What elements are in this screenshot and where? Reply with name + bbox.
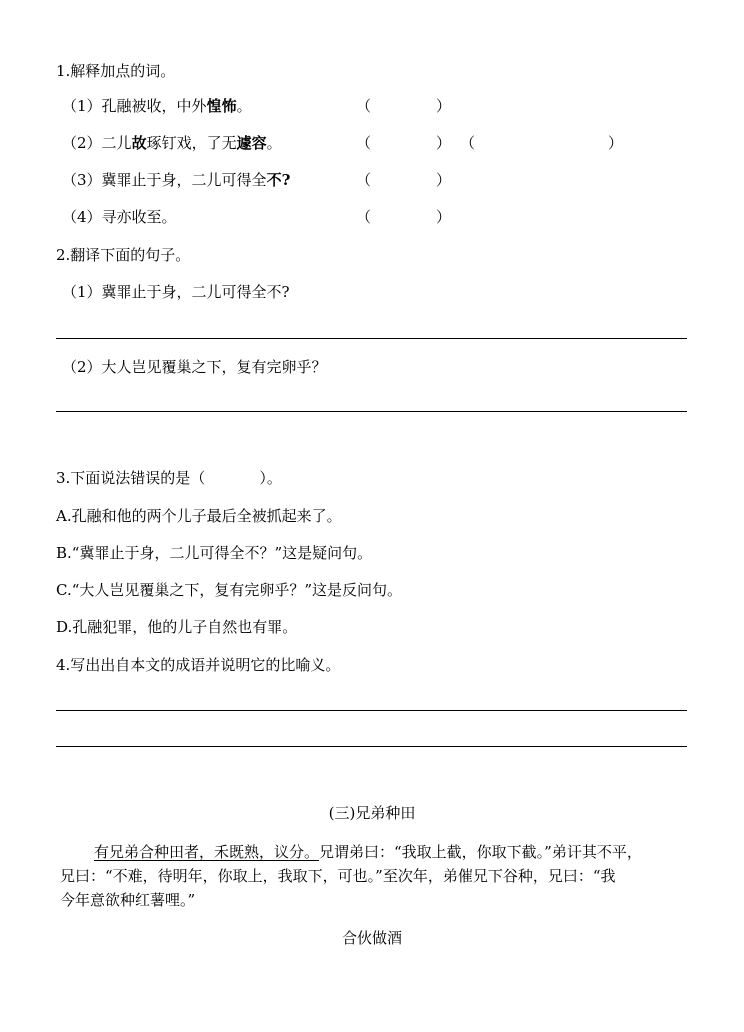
next-heading: 合伙做酒 xyxy=(341,929,402,947)
story-paragraph xyxy=(60,840,690,912)
paren-close: ） xyxy=(608,134,624,152)
q1-title: 1.解释加点的词。 xyxy=(56,62,176,80)
q1-item-3 xyxy=(62,170,290,190)
q2-title: 2.翻译下面的句子。 xyxy=(56,246,191,264)
paren-close: ） xyxy=(436,97,452,115)
paren-open: （ xyxy=(356,97,372,115)
item-number: （2） xyxy=(62,134,102,152)
underlined-sentence: 有兄弟合种田者，禾既熟，议分。 xyxy=(94,843,320,861)
dotted-word: 故 xyxy=(131,134,147,152)
q3-option-b: B.“冀罪止于身，二儿可得全不？”这是疑问句。 xyxy=(56,544,373,562)
story-line-1 xyxy=(60,840,690,864)
q2-sentence-2: （2）大人岂见覆巢之下，复有完卵乎？ xyxy=(62,358,327,376)
item-number: （4） xyxy=(62,208,102,226)
story-text: 兄谓弟曰：“我取上截，你取下截。”弟讦其不平， xyxy=(319,843,642,861)
q3-option-a: A.孔融和他的两个儿子最后全被抓起来了。 xyxy=(56,507,342,525)
q2-sentence-1: （1）冀罪止于身，二儿可得全不? xyxy=(62,283,290,301)
story-line-2: 兄曰：“不难，待明年，你取上，我取下，可也。”至次年，弟催兄下谷种，兄曰：“我 xyxy=(60,867,616,885)
story-heading: (三)兄弟种田 xyxy=(328,804,416,822)
answer-line[interactable] xyxy=(56,338,687,339)
q1-item-2 xyxy=(62,133,282,153)
q4-title: 4.写出出自本文的成语并说明它的比喻义。 xyxy=(56,656,341,674)
item-punct: ? xyxy=(281,171,291,189)
item-text: 孔融被收，中外 xyxy=(101,97,207,115)
paren-open: （ xyxy=(356,171,372,189)
q1-item-1 xyxy=(62,96,252,116)
q3-title-end: ）。 xyxy=(259,469,282,487)
dotted-word: 不 xyxy=(266,171,282,189)
item-text: 二儿 xyxy=(101,134,132,152)
item-number: （3） xyxy=(62,171,102,189)
item-text: 琢钉戏，了无 xyxy=(146,134,237,152)
dotted-word: 惶怖 xyxy=(206,97,237,115)
paren-open: （ xyxy=(356,208,372,226)
item-text: 冀罪止于身，二儿可得全 xyxy=(101,171,267,189)
item-number: （1） xyxy=(62,97,102,115)
story-line-3: 今年意欲种红薯哩。” xyxy=(60,891,196,909)
item-text: 寻亦收至。 xyxy=(101,208,177,226)
paren-open: （ xyxy=(460,134,476,152)
q3-title-text: 3.下面说法错误的是（ xyxy=(56,469,206,487)
answer-line[interactable] xyxy=(56,710,687,711)
answer-line[interactable] xyxy=(56,746,687,747)
paren-open: （ xyxy=(356,134,372,152)
q3-option-c: C.“大人岂见覆巢之下，复有完卵乎？”这是反问句。 xyxy=(56,581,403,599)
q3-title xyxy=(56,468,282,488)
item-punct: 。 xyxy=(266,134,282,152)
dotted-word: 遽容 xyxy=(236,134,267,152)
paren-close: ） xyxy=(436,171,452,189)
answer-line[interactable] xyxy=(56,411,687,412)
q1-item-4 xyxy=(62,207,177,227)
item-punct: 。 xyxy=(236,97,252,115)
paren-close: ） xyxy=(436,134,452,152)
paren-close: ） xyxy=(436,208,452,226)
q3-option-d: D.孔融犯罪，他的儿子自然也有罪。 xyxy=(56,618,298,636)
